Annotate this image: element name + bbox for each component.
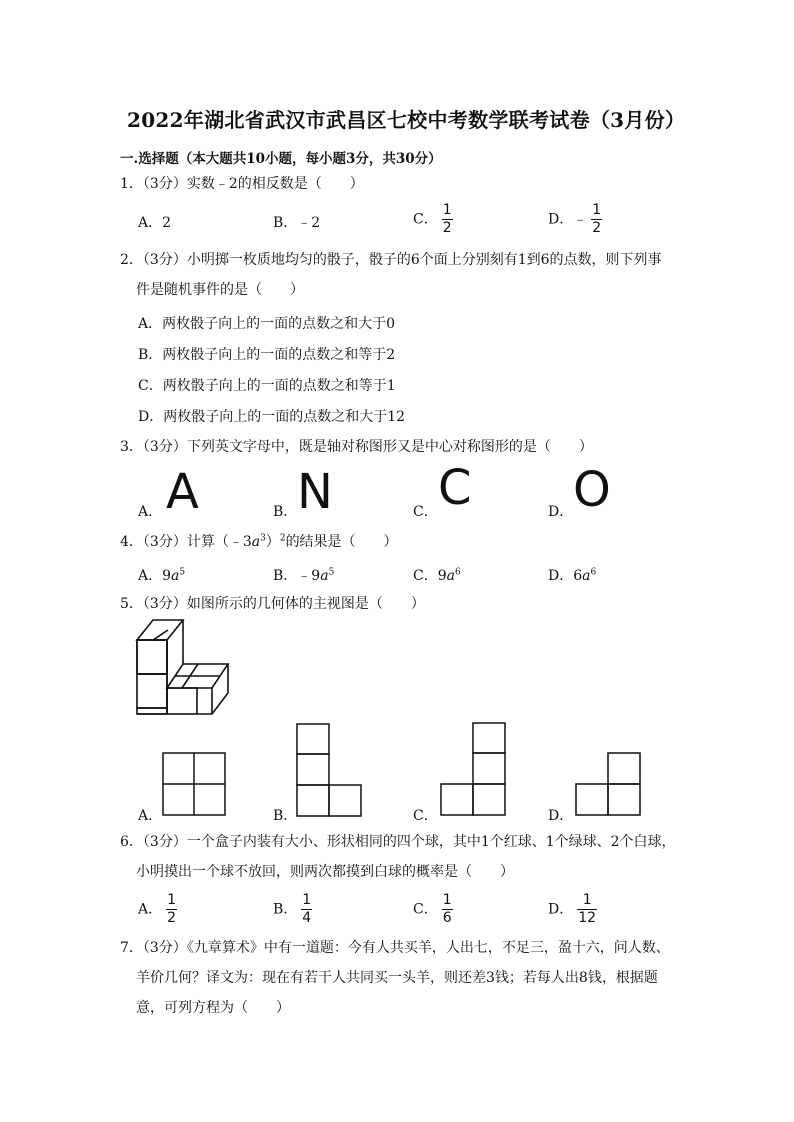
stem-text: ） [265,534,280,550]
option-label: C． [413,211,438,228]
question-4-option-b [273,565,334,585]
minus-sign: ﹣ [573,211,588,228]
option-text: B．﹣9 [273,568,321,584]
option-text: D．6 [548,568,583,584]
exponent: 5 [328,567,335,578]
question-1-stem: 1．（3分）实数﹣2的相反数是（ ） [120,176,364,192]
option-text: A．9 [138,568,172,584]
question-1-option-c [413,203,453,236]
fraction-numerator: 1 [582,892,592,908]
section-heading: 一.选择题（本大题共10小题，每小题3分，共30分） [120,151,442,167]
variable: a [251,534,261,550]
exponent: 3 [260,533,266,544]
fraction-denominator: 2 [592,220,602,236]
front-view-option-a [162,752,226,816]
question-3-option-c-label: C． [413,504,438,520]
question-6-stem-line-1: 6．（3分）一个盒子内装有大小、形状相同的四个球，其中1个红球、1个绿球、2个白球， [120,834,676,850]
fraction-numerator: 1 [442,892,452,908]
variable: a [171,568,180,584]
question-4-option-a [138,565,185,585]
question-4-option-c [413,565,461,585]
fraction-numerator: 1 [302,892,312,908]
question-5-option-c-label: C． [413,808,438,824]
question-3-stem: 3．（3分）下列英文字母中，既是轴对称图形又是中心对称图形的是（ ） [120,439,593,455]
exponent: 5 [179,567,186,578]
question-6-option-c [413,893,453,926]
front-view-option-d [575,752,641,816]
letter-c-figure: C [438,460,472,516]
letter-o-figure: O [573,462,611,518]
fraction-denominator: 2 [442,220,452,236]
option-label: A． [138,901,163,918]
question-2-option-a: A．两枚骰子向上的一面的点数之和大于0 [138,316,396,332]
question-7-line-1: 7．（3分）《九章算术》中有一道题：今有人共买羊，人出七，不足三，盈十六，问人数、 [120,940,670,956]
option-label: D． [548,901,574,918]
fraction [442,893,453,926]
question-1-option-d [548,203,602,236]
page-title: 2022年湖北省武汉市武昌区七校中考数学联考试卷（3月份） [127,108,686,132]
fraction [166,893,177,926]
question-5-option-d-label: D． [548,808,574,824]
question-7-line-2: 羊价几何？译文为：现在有若干人共同买一头羊，则还差3钱；若每人出8钱，根据题 [136,970,658,986]
question-2-stem-line-2: 件是随机事件的是（ ） [136,282,304,298]
question-7-line-3: 意，可列方程为（ ） [136,1000,290,1016]
fraction-denominator: 6 [442,910,452,926]
question-5-option-a-label: A． [138,808,163,824]
exponent: 6 [454,567,461,578]
option-label: C． [413,901,438,918]
variable: a [446,568,455,584]
question-1-option-a: A．2 [138,215,172,231]
option-label: D． [548,211,574,228]
question-4-stem [120,532,398,552]
exponent: 6 [590,567,597,578]
front-view-option-b [296,723,362,817]
question-2-option-c: C．两枚骰子向上的一面的点数之和等于1 [138,378,396,394]
front-view-option-c [440,722,506,816]
question-6-option-b [273,893,312,926]
question-3-option-a-label: A． [138,504,163,520]
question-2-stem-line-1: 2．（3分）小明掷一枚质地均匀的骰子，骰子的6个面上分别刻有1到6的点数，则下列事 [120,252,662,268]
question-2-option-b: B．两枚骰子向上的一面的点数之和等于2 [138,347,396,363]
option-label: B． [273,901,298,918]
letter-a-figure: A [166,464,199,520]
question-5-stem: 5．（3分）如图所示的几何体的主视图是（ ） [120,596,425,612]
question-2-option-d: D．两枚骰子向上的一面的点数之和大于12 [138,409,406,425]
question-6-option-a [138,893,177,926]
fraction-numerator: 1 [167,892,177,908]
question-5-option-b-label: B． [273,808,298,824]
variable: a [582,568,591,584]
option-text: C．9 [413,568,447,584]
fraction-denominator: 12 [578,910,597,926]
fraction [301,893,312,926]
fraction-denominator: 2 [167,910,177,926]
question-6-stem-line-2: 小明摸出一个球不放回，则两次都摸到白球的概率是（ ） [136,864,514,880]
question-4-option-d [548,565,596,585]
stem-text: 的结果是（ ） [285,534,398,550]
fraction-numerator: 1 [442,202,452,218]
fraction-denominator: 4 [302,910,312,926]
stem-text: 4．（3分）计算（﹣3 [120,534,252,550]
exponent: 2 [279,533,286,544]
geometric-solid-figure [134,617,234,717]
fraction [442,203,453,236]
fraction [591,203,602,236]
question-3-option-d-label: D． [548,504,574,520]
question-1-option-b: B．﹣2 [273,215,321,231]
fraction [577,893,597,926]
letter-n-figure: N [297,464,333,520]
question-6-option-d [548,893,597,926]
variable: a [320,568,329,584]
fraction-numerator: 1 [592,202,602,218]
question-3-option-b-label: B． [273,504,298,520]
